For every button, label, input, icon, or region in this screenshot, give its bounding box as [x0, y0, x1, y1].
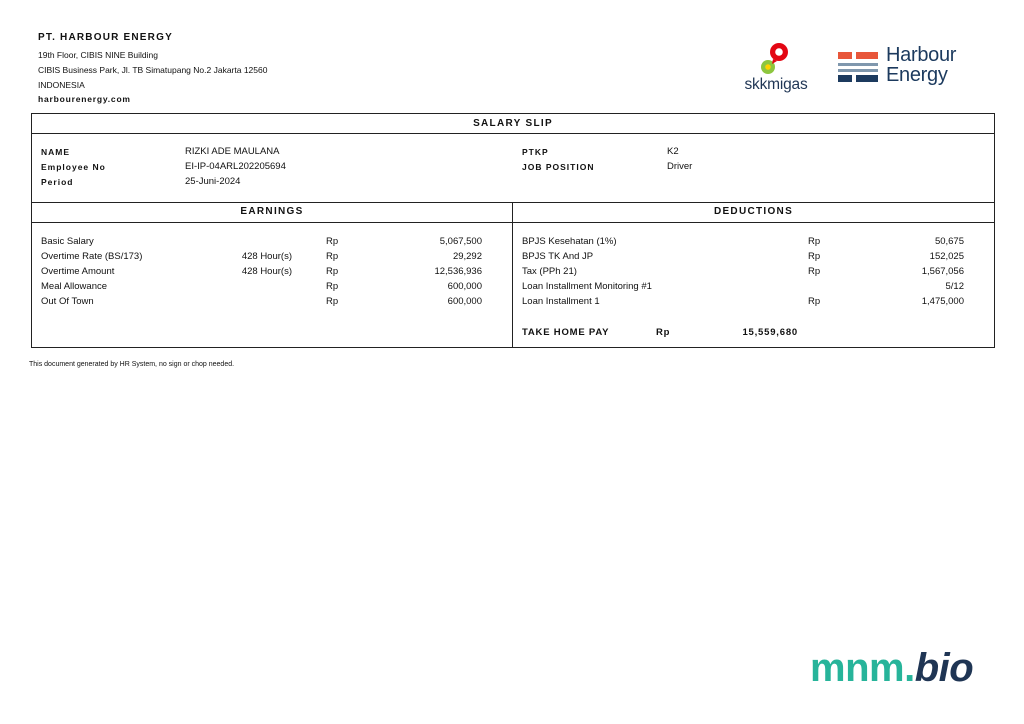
salary-slip-table — [31, 113, 995, 348]
address-line-3: INDONESIA — [38, 80, 85, 90]
earning-name: Out Of Town — [41, 296, 94, 307]
deduction-amount: 152,025 — [929, 251, 964, 262]
harbour-energy-logo — [838, 45, 968, 90]
earnings-title: EARNINGS — [240, 206, 304, 217]
skkmigas-emblem-icon — [730, 40, 822, 80]
employee-no-label: Employee No — [41, 162, 106, 172]
ptkp-label: PTKP — [522, 147, 549, 157]
deduction-name: Tax (PPh 21) — [522, 266, 577, 277]
earning-name: Overtime Amount — [41, 266, 115, 277]
earning-amount: 600,000 — [447, 296, 482, 307]
divider — [32, 202, 994, 203]
deduction-currency: Rp — [808, 251, 821, 262]
earning-currency: Rp — [326, 296, 339, 307]
watermark-logo — [810, 646, 973, 691]
earning-name: Meal Allowance — [41, 281, 108, 292]
deduction-currency: Rp — [808, 296, 821, 307]
earning-currency: Rp — [326, 281, 339, 292]
salary-slip-title: SALARY SLIP — [32, 114, 994, 134]
earning-amount: 29,292 — [452, 251, 482, 262]
earning-currency: Rp — [326, 266, 339, 277]
harbour-stripes-icon — [838, 52, 880, 84]
deduction-currency: Rp — [808, 236, 821, 247]
company-header — [38, 32, 267, 105]
address-line-2: CIBIS Business Park, Jl. TB Simatupang No.2 Jakarta 12560 — [38, 65, 268, 75]
job-position-label: JOB POSITION — [522, 162, 595, 172]
skkmigas-wordmark: skkmigas — [744, 76, 808, 93]
take-home-pay-amount: 15,559,680 — [742, 327, 798, 338]
watermark-part-2: bio — [914, 646, 974, 690]
footer-note: This document generated by HR System, no sign or chop needed. — [29, 361, 235, 368]
earning-amount: 600,000 — [447, 281, 482, 292]
harbour-word: Harbour — [886, 44, 957, 66]
company-name: PT. HARBOUR ENERGY — [38, 32, 173, 43]
take-home-pay-currency: Rp — [656, 327, 671, 338]
period-label: Period — [41, 177, 74, 187]
deduction-name: Loan Installment Monitoring #1 — [522, 281, 652, 292]
earning-currency: Rp — [326, 251, 339, 262]
earning-quantity: 428 Hour(s) — [241, 251, 292, 262]
harbour-energy-wordmark — [886, 45, 956, 85]
earning-quantity: 428 Hour(s) — [241, 266, 292, 277]
deduction-amount: 50,675 — [934, 236, 964, 247]
job-position-value: Driver — [667, 161, 693, 172]
address-line-1: 19th Floor, CIBIS NINE Building — [38, 50, 159, 60]
ptkp-value: K2 — [667, 146, 679, 157]
earning-currency: Rp — [326, 236, 339, 247]
employee-no-value: EI-IP-04ARL202205694 — [185, 161, 286, 172]
energy-word: Energy — [886, 64, 948, 86]
deduction-name: BPJS Kesehatan (1%) — [522, 236, 617, 247]
deductions-title: DEDUCTIONS — [713, 206, 794, 217]
skkmigas-logo — [730, 40, 822, 98]
deduction-name: BPJS TK And JP — [522, 251, 594, 262]
name-label: NAME — [41, 147, 71, 157]
earning-name: Basic Salary — [41, 236, 94, 247]
earning-amount: 12,536,936 — [434, 266, 482, 277]
period-value: 25-Juni-2024 — [185, 176, 241, 187]
company-website: harbourenergy.com — [38, 94, 131, 104]
deduction-name: Loan Installment 1 — [522, 296, 600, 307]
deduction-amount: 1,475,000 — [921, 296, 964, 307]
deduction-amount: 5/12 — [945, 281, 964, 292]
deduction-currency: Rp — [808, 266, 821, 277]
earning-amount: 5,067,500 — [439, 236, 482, 247]
divider — [32, 222, 994, 223]
take-home-pay-label: TAKE HOME PAY — [522, 327, 610, 338]
earning-name: Overtime Rate (BS/173) — [41, 251, 143, 262]
name-value: RIZKI ADE MAULANA — [185, 146, 280, 157]
deduction-amount: 1,567,056 — [921, 266, 964, 277]
watermark-part-1: mnm. — [810, 646, 915, 690]
column-divider — [512, 202, 513, 347]
